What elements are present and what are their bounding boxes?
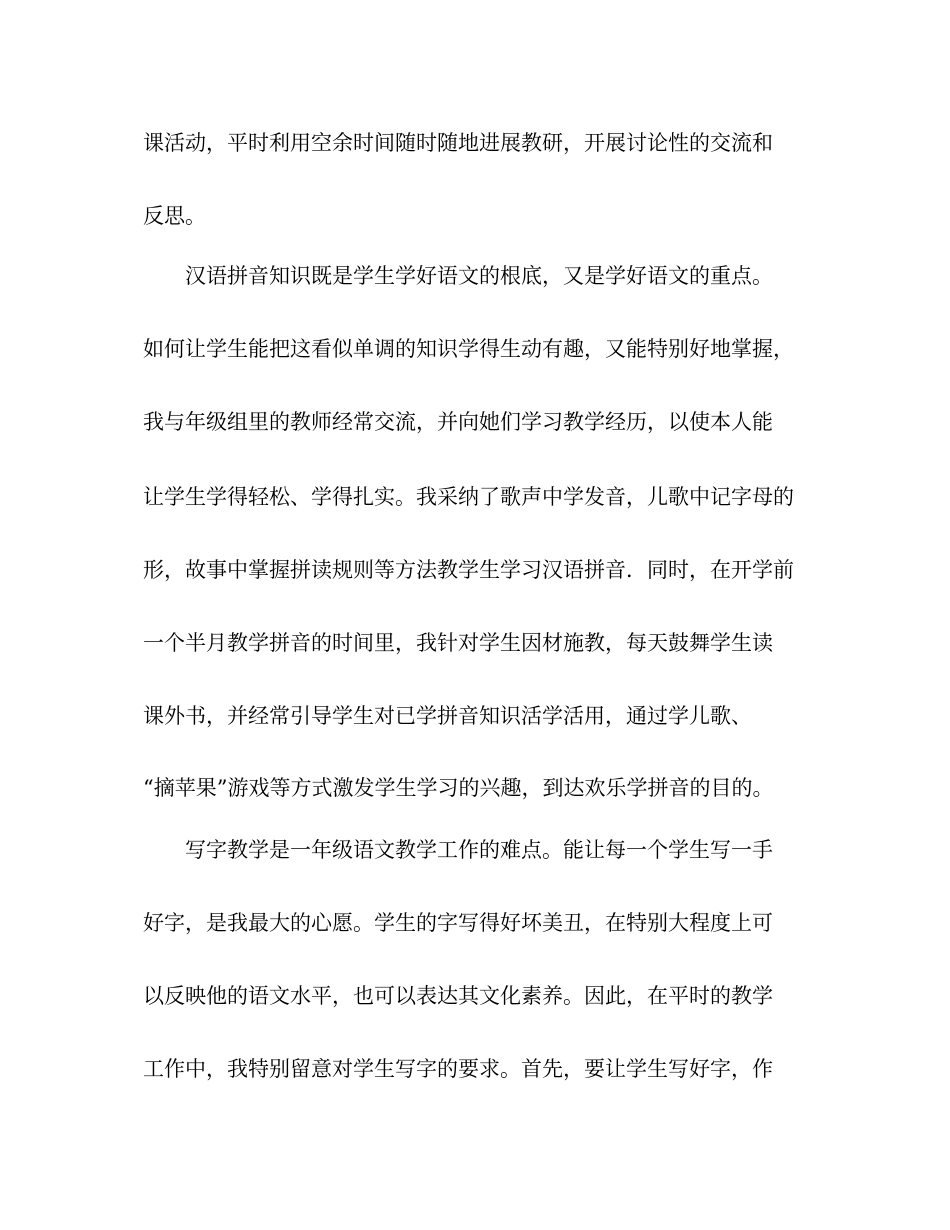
- text-line: 课外书，并经常引导学生对已学拼音知识活学活用，通过学儿歌、: [143, 704, 752, 728]
- text-line: “摘苹果”游戏等方式激发学生学习的兴趣，到达欢乐学拼音的目的。: [143, 776, 774, 800]
- text-line: 如何让学生能把这看似单调的知识学得生动有趣，又能特别好地掌握，: [143, 337, 794, 361]
- text-line: 我与年级组里的教师经常交流，并向她们学习教学经历，以使本人能: [143, 410, 773, 434]
- text-line: 好字，是我最大的心愿。学生的字写得好坏美丑，在特别大程度上可: [143, 911, 773, 935]
- paragraph-first-line: 写字教学是一年级语文教学工作的难点。能让每一个学生写一手: [185, 838, 773, 862]
- text-line: 让学生学得轻松、学得扎实。我采纳了歌声中学发音，儿歌中记字母的: [143, 485, 794, 509]
- text-line: 课活动，平时利用空余时间随时随地进展教研，开展讨论性的交流和: [143, 131, 773, 155]
- paragraph-first-line: 汉语拼音知识既是学生学好语文的根底，又是学好语文的重点。: [185, 264, 773, 288]
- text-line: 工作中，我特别留意对学生写字的要求。首先，要让学生写好字，作: [143, 1057, 773, 1081]
- text-line: 一个半月教学拼音的时间里，我针对学生因材施教，每天鼓舞学生读: [143, 631, 773, 655]
- text-line: 反思。: [143, 204, 206, 228]
- text-line: 以反映他的语文水平，也可以表达其文化素养。因此，在平时的教学: [143, 984, 773, 1008]
- text-line: 形，故事中掌握拼读规则等方法教学生学习汉语拼音．同时，在开学前: [143, 558, 794, 582]
